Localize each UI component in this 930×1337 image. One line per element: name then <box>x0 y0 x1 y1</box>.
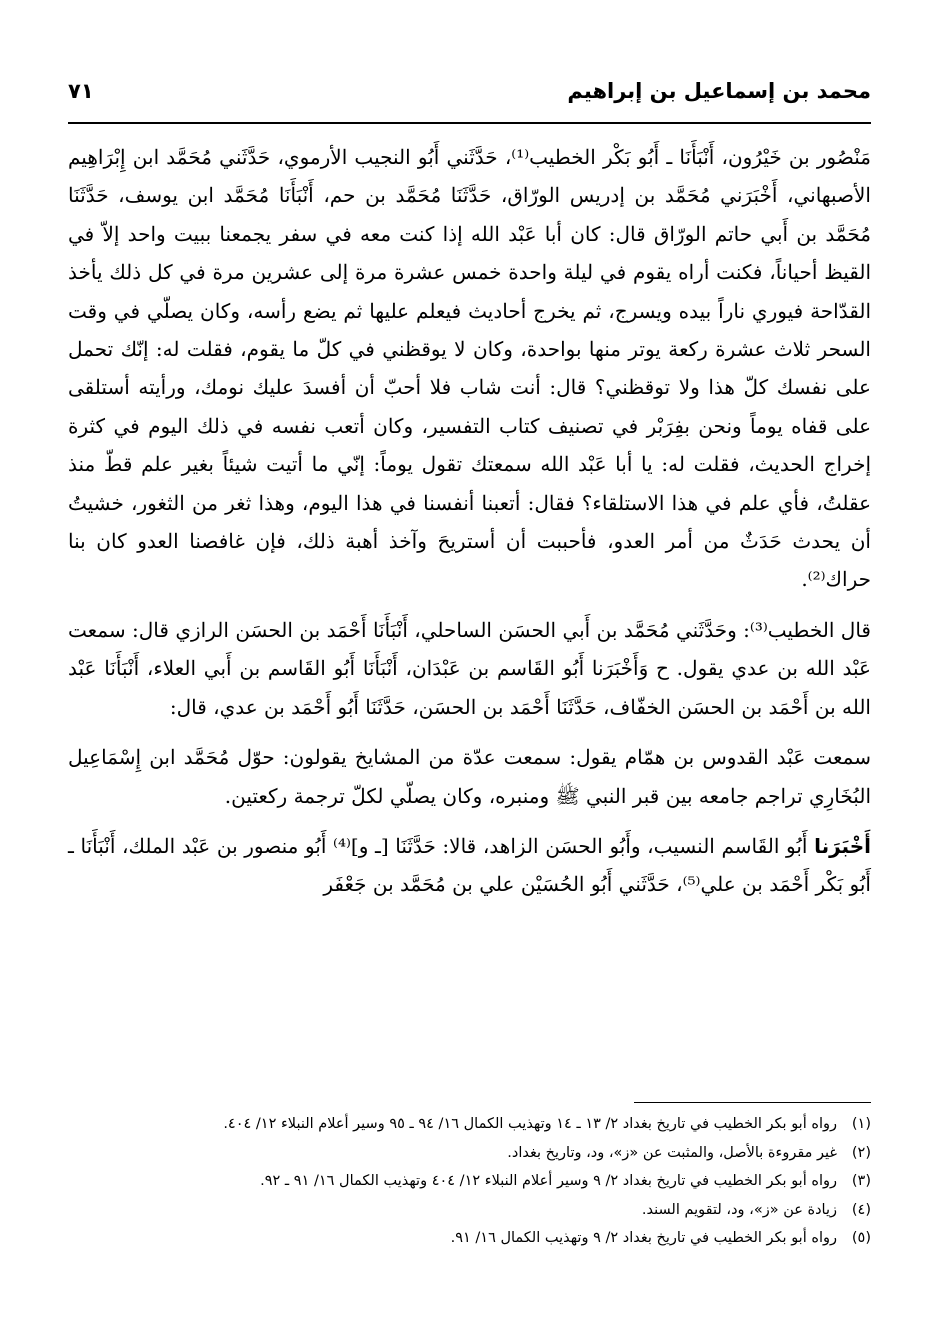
footnote-number: (٢) <box>851 1144 871 1161</box>
footnote-3 <box>68 1167 871 1196</box>
footnote-number: (٥) <box>851 1230 871 1246</box>
footnote-4 <box>68 1196 871 1225</box>
paragraph-text: سمعت عَبْد القدوس بن همّام يقول: سمعت عدّة من المشايخ يقولون: حوّل مُحَمَّد ابن إِسْمَاعِيل البُخَارِي تراجم جامعه بين قبر النبي ﷺ ومنبره، وكان يصلّي لكلّ ترجمة ركعتين. <box>68 745 871 808</box>
footnote-text: رواه أبو بكر الخطيب في تاريخ بغداد ٢/ ١٣ ـ ١٤ وتهذيب الكمال ١٦/ ٩٤ ـ ٩٥ وسير أعلام النبلاء ١٢/ ٤٠٤. <box>223 1116 837 1132</box>
footnote-number: (٤) <box>851 1201 871 1218</box>
footnote-text: رواه أبو بكر الخطيب في تاريخ بغداد ٢/ ٩ وسير أعلام النبلاء ١٢/ ٤٠٤ وتهذيب الكمال ١٦/ ٩١ ـ ٩٢. <box>260 1173 837 1189</box>
footnote-text: غير مقروءة بالأصل، والمثبت عن «ز»، ود، وتاريخ بغداد. <box>507 1144 837 1161</box>
header-rule <box>68 122 871 124</box>
paragraph-1 <box>68 138 871 599</box>
running-head-title: محمد بن إسماعيل بن إبراهيم <box>567 79 871 103</box>
footnote-text: رواه أبو بكر الخطيب في تاريخ بغداد ٢/ ٩ وتهذيب الكمال ١٦/ ٩١. <box>450 1230 837 1246</box>
footnotes-list <box>68 1110 871 1253</box>
paragraph-text: أَبُو القَاسم النسيب، وأَبُو الحسَن الزاهد، قالا: حَدَّثَنَا [ـ و]⁽⁴⁾ أَبُو منصور بن عَبْد الملك، أَنْبَأَنَا ـ أَبُو بَكْر أَحْمَد بن علي⁽⁵⁾، حَدَّثَني أَبُو الحُسَيْن علي بن مُحَمَّد بن جَعْفَر <box>68 833 871 897</box>
paragraph-lead: أَخْبَرَنا <box>814 833 871 858</box>
footnote-1 <box>68 1110 871 1139</box>
footnote-rule <box>634 1102 871 1103</box>
paragraph-4 <box>68 827 871 904</box>
page-number: ٧١ <box>68 79 94 103</box>
footnote-2 <box>68 1139 871 1168</box>
footnote-text: زيادة عن «ز»، ود، لتقويم السند. <box>641 1201 837 1218</box>
footnote-number: (٣) <box>851 1173 871 1189</box>
footnote-number: (١) <box>851 1116 871 1132</box>
paragraph-2 <box>68 611 871 726</box>
paragraph-text: مَنْصُور بن خَيْرُون، أَنْبَأَنَا ـ أَبُو بَكْر الخطيب⁽¹⁾، حَدَّثَني أَبُو النجيب الأرموي، حَدَّثَني مُحَمَّد ابن إِبْرَاهِيم الأصبهاني، أَخْبَرَني مُحَمَّد بن إدريس الورّاق، حَدَّثَنَا مُحَمَّد بن حم، أَنْبَأَنَا مُحَمَّد ابن يوسف، حَدَّثَنَا مُحَمَّد بن أَبي حاتم الورّاق قال: كان أبا عَبْد الله إذا كنت معه في سفر يجمعنا ببيت واحد إلاّ في القيظ أحياناً، فكنت أراه يقوم في ليلة واحدة خمس عشرة مرة إلى عشرين مرة في كل ذلك يأخذ القدّاحة فيوري ناراً بيده ويسرج، ثم يخرج أحاديث فيعلم عليها ثم يضع رأسه، وكان يصلّي في وقت السحر ثلاث عشرة ركعة يوتر منها بواحدة، وكان لا يوقظني في كلّ ما يقوم، فقلت له: إنّك تحمل على نفسك كلّ هذا ولا توقظني؟ قال: أنت شاب فلا أحبّ أن أفسدَ عليك نومك، ورأيته أستلقى على قفاه يوماً ونحن بفِرَبْر في تصنيف كتاب التفسير، وكان أتعب نفسه في ذلك اليوم في كثرة إخراج الحديث، فقلت له: يا أبا عَبْد الله سمعتك تقول يوماً: إنّي ما أتيت شيئاً بغير علم قطّ منذ عقلتُ، فأي علم في هذا الاستلقاء؟ فقال: أتعبنا أنفسنا في هذا اليوم، وهذا ثغر من الثغور، خشيتُ أن يحدث حَدَثٌ من أمر العدو، فأحببت أن أستريحَ وآخذ أهبة ذلك، فإن غافصنا العدو كان بنا حراك⁽²⁾. <box>68 145 871 592</box>
paragraph-3 <box>68 738 871 815</box>
running-head <box>68 74 871 108</box>
paragraph-text: قال الخطيب⁽³⁾: وحَدَّثَني مُحَمَّد بن أَبي الحسَن الساحلي، أَنْبَأَنَا أَحْمَد بن الحسَن الرازي قال: سمعت عَبْد الله بن عدي يقول. ح وَأَخْبَرَنا أَبُو القَاسم بن عَبْدَان، أَنْبَأَنَا أَبُو القَاسم بن أَبي العلاء، أَنْبَأَنَا عَبْد الله بن أَحْمَد بن الحسَن الخفّاف، حَدَّثَنَا أَحْمَد بن الحسَن، حَدَّثَنَا أَبُو أَحْمَد بن عدي، قال: <box>68 617 871 719</box>
footnote-5 <box>68 1224 871 1253</box>
main-text <box>68 138 871 904</box>
